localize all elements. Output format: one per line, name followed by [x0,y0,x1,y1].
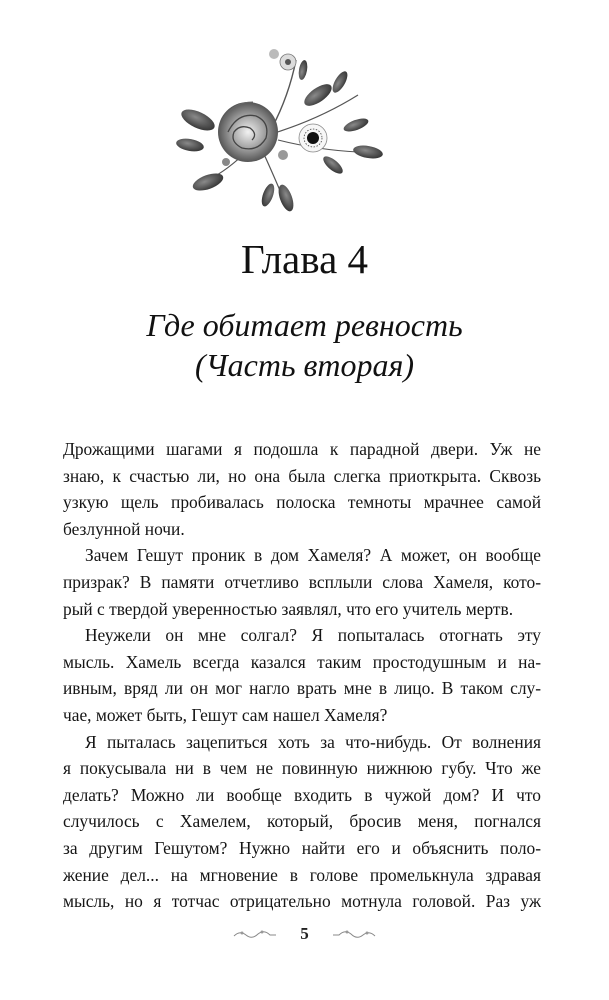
paragraph [63,729,541,915]
text-line: рый с твердой уверенностью заявлял, что его учитель мертв. [63,598,514,619]
paragraph [63,622,541,728]
text-line: знаю, к счастью ли, но она была слегка приоткрыта. Сквозь [63,465,541,486]
chapter-subtitle [0,305,609,385]
paragraph [63,542,541,622]
page-footer [0,920,609,950]
text-line: за другим Гешутом? Нужно найти его и объяснить поло- [63,837,541,858]
text-line: узкую щель пробивалась полоска темноты мрачнее самой [63,492,541,513]
text-line: безлунной ночи. [63,518,185,539]
text-line: Неужели он мне солгал? Я попыталась отогнать эту [85,625,541,646]
paragraph [63,436,541,542]
page-number: 5 [300,924,309,943]
chapter-title: Глава 4 [240,236,369,282]
text-line: делать? Можно ли вообще входить в чужой дом? И что [63,784,541,805]
text-line: призрак? В памяти отчетливо всплыли слова Хамеля, кото- [63,571,541,592]
text-line: Дрожащими шагами я подошла к парадной двери. Уж не [63,439,541,459]
text-line: чае, может быть, Гешут сам нашел Хамеля? [63,704,388,725]
chapter-subtitle-line: (Часть вторая) [194,347,415,383]
body-text [63,436,541,915]
text-line: жение дел... на мгновение в голове промелькнула здравая [63,864,541,885]
text-line: случилось с Хамелем, который, бросив меня, погнался [63,811,541,832]
text-line: мысль. Хамель всегда казался таким простодушным и на- [63,651,541,672]
text-line: Зачем Гешут проник в дом Хамеля? А может, он вообще [85,545,541,566]
text-line: мысль, но я тотчас отрицательно мотнула головой. Раз уж [63,891,541,912]
flourish-right-icon [331,926,377,944]
chapter-subtitle-line: Где обитает ревность [146,307,463,343]
text-line: Я пыталась зацепиться хоть за что-нибудь. От волнения [85,731,541,752]
text-line: ивным, вряд ли он мог нагло врать мне в лицо. В таком слу- [63,678,541,699]
floral-ornament-icon [168,40,398,215]
text-line: я покусывала ни в чем не повинную нижнюю губу. Что же [63,758,541,779]
